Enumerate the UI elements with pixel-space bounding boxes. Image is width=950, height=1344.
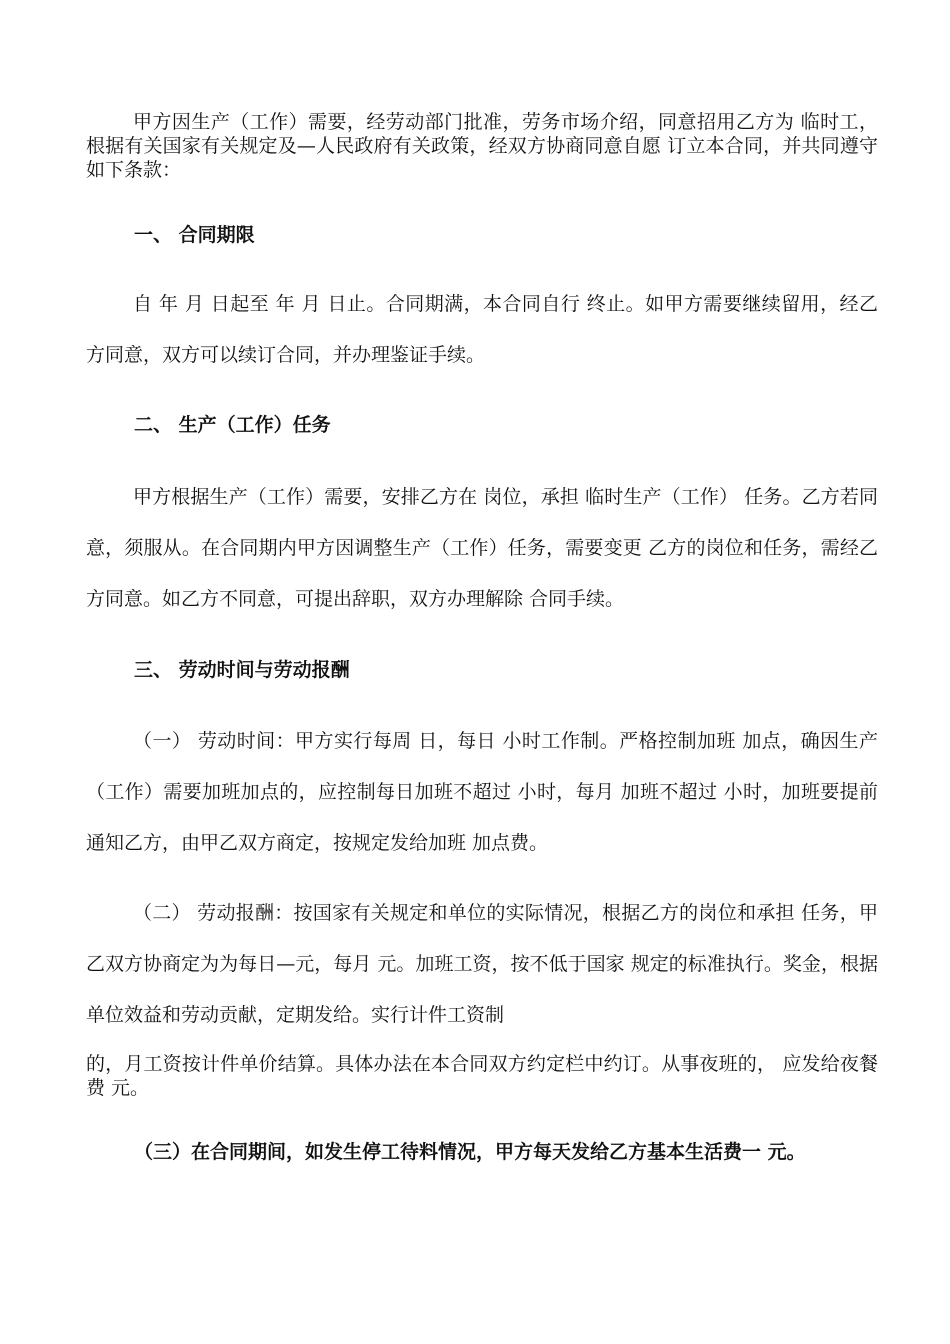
section-1-body: 自 年 月 日起至 年 月 日止。合同期满，本合同自行 终止。如甲方需要继续留用，经乙方同意，双方可以续订合同，并办理鉴证手续。 [86, 293, 878, 366]
section-3-item-1: （一） 劳动时间：甲方实行每周 日，每日 小时工作制。严格控制加班 加点，确因生产（工作）需要加班加点的，应控制每日加班不超过 小时，每月 加班不超过 小时，加班要提前通知乙方，由甲乙双方商定，按规定发给加班 加点费。 [86, 730, 878, 854]
section-2-body: 甲方根据生产（工作）需要，安排乙方在 岗位，承担 临时生产（工作） 任务。乙方若同意，须服从。在合同期内甲方因调整生产（工作）任务，需要变更 乙方的岗位和任务，需经乙方同意。如乙方不同意，可提出辞职，双方办理解除 合同手续。 [86, 486, 878, 610]
section-3-heading: 三、 劳动时间与劳动报酬 [134, 659, 350, 681]
section-1-heading: 一、 合同期限 [134, 224, 255, 246]
intro-paragraph: 甲方因生产（工作）需要，经劳动部门批准，劳务市场介绍，同意招用乙方为 临时工，根据有关国家有关规定及—人民政府有关政策，经双方协商同意自愿 订立本合同，并共同遵守如下条款： [86, 111, 878, 181]
section-3-item-3: （三）在合同期间，如发生停工待料情况，甲方每天发给乙方基本生活费一 元。 [134, 1141, 806, 1163]
section-3-item-2-continued: 的，月工资按计件单价结算。具体办法在本合同双方约定栏中约订。从事夜班的， 应发给夜餐费 元。 [86, 1053, 878, 1099]
section-2-heading: 二、 生产（工作）任务 [134, 414, 331, 436]
section-3-item-2: （二） 劳动报酬：按国家有关规定和单位的实际情况，根据乙方的岗位和承担 任务，甲乙双方协商定为为每日—元，每月 元。加班工资，按不低于国家 规定的标准执行。奖金，根据单位效益和劳动贡献，定期发给。实行计件工资制 [86, 902, 878, 1026]
